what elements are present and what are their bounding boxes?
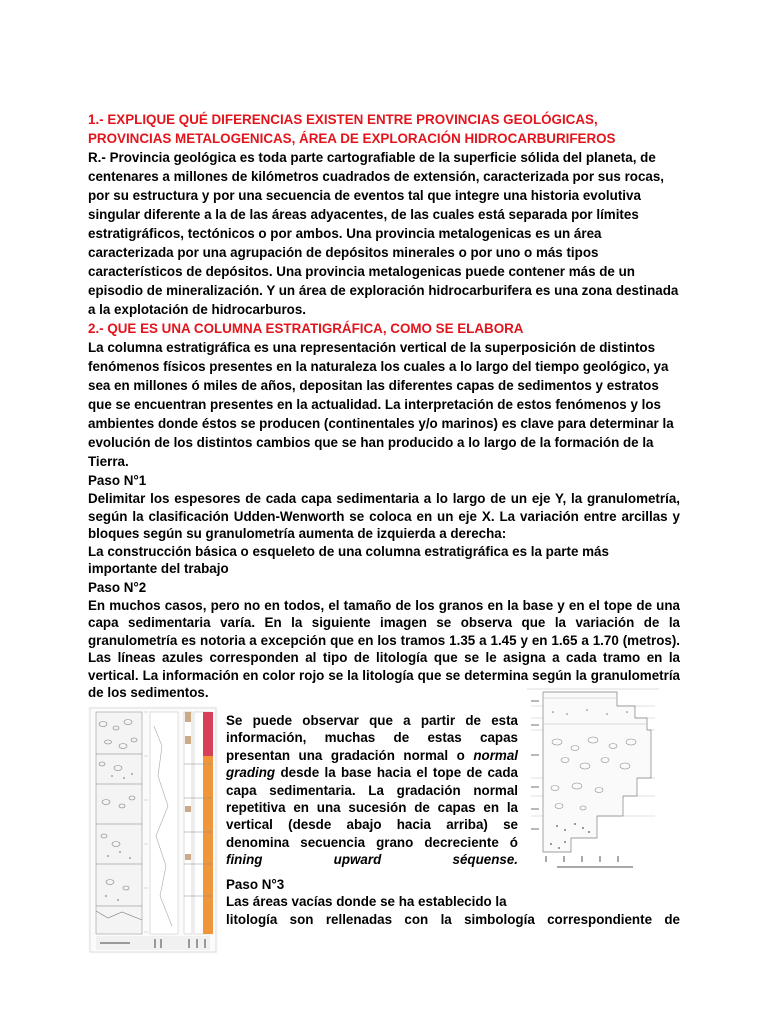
step-1-text: Delimitar los espesores de cada capa sedimentaria a lo largo de un eje Y, la granulometría, según la clasificación Udden-Wenworth se coloca en un eje X. La variación entre arcillas y bloques según su granulometría aumenta de izquierda a derecha: bbox=[88, 491, 680, 541]
column-detail-figure bbox=[527, 688, 659, 874]
step-3-text-line-1: Las áreas vacías donde se ha establecido la bbox=[226, 894, 507, 910]
document-body bbox=[88, 110, 680, 702]
question-2-answer: La columna estratigráfica es una representación vertical de la superposición de distintos fenómenos físicos presentes en la naturaleza los cuales a lo largo del tiempo geológico, ya sea en millones ó miles de años, depositan las diferentes capas de sedimentos y estratos que se encuentran presentes en la actualidad. La interpretación de estos fenómenos y los ambientes donde éstos se producen (continentales y/o marinos) es clave para determinar la evolución de los distintos cambios que se han producido a lo largo de la formación de la Tierra. bbox=[88, 340, 674, 469]
question-1-title-line-1: 1.- EXPLIQUE QUÉ DIFERENCIAS EXISTEN ENTRE PROVINCIAS GEOLÓGICAS, bbox=[88, 112, 598, 127]
observation-text-part-2: desde la base hacia el tope de cada capa sedimentaria. La gradación normal repetitiva en una sucesión de capas en la vertical (desde abajo hacia arriba) se denomina secuencia grano decreciente ó bbox=[226, 765, 518, 850]
step-1-text-2: La construcción básica o esqueleto de una columna estratigráfica es la parte más importante del trabajo bbox=[88, 543, 609, 576]
step-3-block bbox=[226, 876, 680, 928]
step-2-text: En muchos casos, pero no en todos, el tamaño de los granos en la base y en el tope de una capa sedimentaria varía. En la siguiente imagen se observa que la variación de la granulometría es notoria a excepción que en los tramos 1.35 a 1.45 y en 1.65 a 1.70 (metros). Las líneas azules corresponden al tipo de litología que se le asigna a cada tramo en la vertical. La información en color rojo se la litología que se determina según la granulometría de los sedimentos. bbox=[88, 597, 680, 700]
observation-paragraph bbox=[226, 712, 518, 869]
question-2-title: 2.- QUE ES UNA COLUMNA ESTRATIGRÁFICA, COMO SE ELABORA bbox=[88, 321, 524, 336]
stratigraphic-column-figure bbox=[88, 706, 218, 954]
observation-italic-normal-grading: normal grading bbox=[226, 747, 518, 781]
step-1-title: Paso N°1 bbox=[88, 473, 147, 488]
question-1-answer: R.- Provincia geológica es toda parte cartografiable de la superficie sólida del planeta, de centenares a millones de kilómetros cuadrados de extensión, caracterizada por sus rocas, por su estructura y por una secuencia de eventos tal que integre una historia evolutiva singular diferente a la de las áreas adyacentes, de las cuales está separada por límites estratigráficos, tectónicos o por ambos. Una provincia metalogenicas es un área caracterizada por una agrupación de depósitos minerales o por uno o más tipos característicos de depósitos. Una provincia metalogenicas puede contener más de un episodio de mineralización. Y un área de exploración hidrocarburifera es una zona destinada a la explotación de hidrocarburos. bbox=[88, 150, 679, 317]
question-1-title-line-2: PROVINCIAS METALOGENICAS, ÁREA DE EXPLORACIÓN HIDROCARBURIFEROS bbox=[88, 131, 616, 146]
step-3-text-line-2: litología son rellenadas con la simbología correspondiente de bbox=[226, 911, 680, 927]
step-2-title: Paso N°2 bbox=[88, 579, 147, 595]
observation-text-part-1: Se puede observar que a partir de esta información, muchas de estas capas presentan una gradación normal o bbox=[226, 713, 518, 763]
observation-italic-fining-upward: fining upward séquense. bbox=[226, 852, 518, 868]
step-3-title: Paso N°3 bbox=[226, 877, 285, 892]
